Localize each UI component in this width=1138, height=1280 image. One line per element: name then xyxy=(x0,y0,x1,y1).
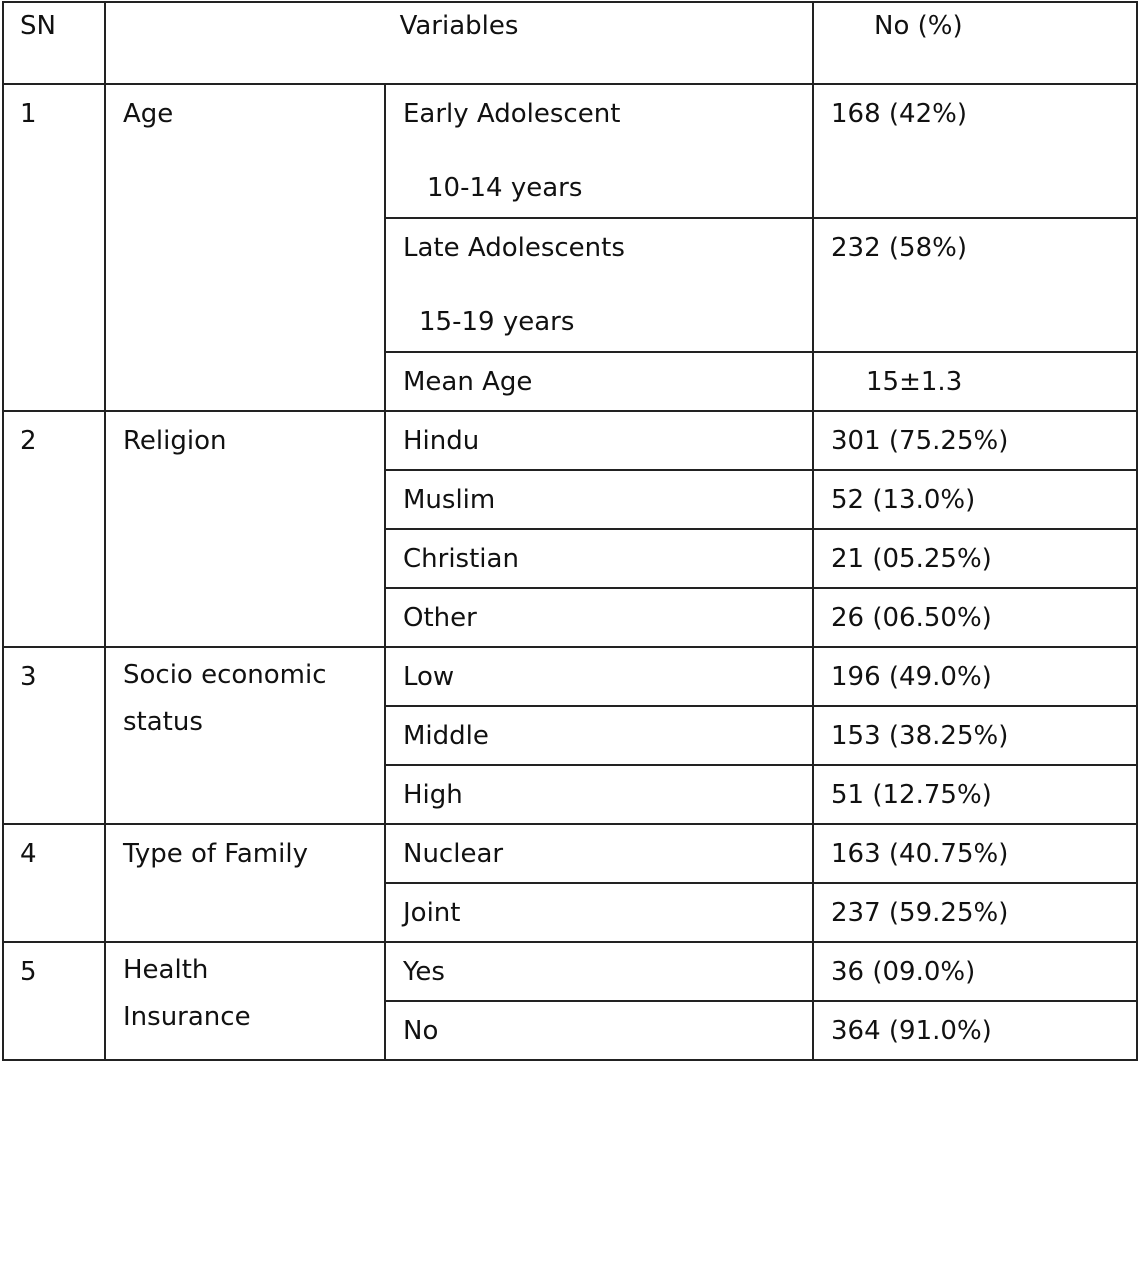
row-category: Mean Age xyxy=(385,352,813,411)
header-variables: Variables xyxy=(105,2,813,84)
row-variable xyxy=(105,647,385,824)
category-sublabel: 10-14 years xyxy=(427,173,583,203)
row-value: 52 (13.0%) xyxy=(813,470,1137,529)
row-value: 15±1.3 xyxy=(813,352,1137,411)
variable-line: Insurance xyxy=(123,1002,251,1032)
table-row xyxy=(3,647,1137,706)
demographics-table xyxy=(2,1,1138,1061)
row-value: 364 (91.0%) xyxy=(813,1001,1137,1060)
row-category xyxy=(385,218,813,352)
row-variable: Type of Family xyxy=(105,824,385,942)
row-variable xyxy=(105,942,385,1060)
category-sublabel: 15-19 years xyxy=(419,307,575,337)
row-variable: Age xyxy=(105,84,385,411)
row-value: 237 (59.25%) xyxy=(813,883,1137,942)
row-sn: 2 xyxy=(3,411,105,647)
row-value: 196 (49.0%) xyxy=(813,647,1137,706)
row-sn: 4 xyxy=(3,824,105,942)
row-value: 21 (05.25%) xyxy=(813,529,1137,588)
variable-line: Socio economic xyxy=(123,660,327,690)
row-category xyxy=(385,84,813,218)
row-category: Low xyxy=(385,647,813,706)
row-value: 301 (75.25%) xyxy=(813,411,1137,470)
row-variable: Religion xyxy=(105,411,385,647)
row-category: Other xyxy=(385,588,813,647)
row-category: Yes xyxy=(385,942,813,1001)
row-value: 26 (06.50%) xyxy=(813,588,1137,647)
variable-line: status xyxy=(123,707,203,737)
row-category: Nuclear xyxy=(385,824,813,883)
table-row xyxy=(3,942,1137,1001)
variable-line: Health xyxy=(123,955,209,985)
row-value: 163 (40.75%) xyxy=(813,824,1137,883)
row-category: Hindu xyxy=(385,411,813,470)
header-no-percent: No (%) xyxy=(813,2,1137,84)
row-category: Christian xyxy=(385,529,813,588)
row-category: Middle xyxy=(385,706,813,765)
row-category: Joint xyxy=(385,883,813,942)
header-row xyxy=(3,2,1137,84)
row-category: High xyxy=(385,765,813,824)
row-value: 153 (38.25%) xyxy=(813,706,1137,765)
row-value: 51 (12.75%) xyxy=(813,765,1137,824)
row-value: 168 (42%) xyxy=(813,84,1137,218)
category-label: Late Adolescents xyxy=(403,233,625,263)
header-sn: SN xyxy=(3,2,105,84)
row-value: 36 (09.0%) xyxy=(813,942,1137,1001)
table-row xyxy=(3,411,1137,470)
table-row xyxy=(3,84,1137,218)
row-sn: 5 xyxy=(3,942,105,1060)
row-category: No xyxy=(385,1001,813,1060)
category-label: Early Adolescent xyxy=(403,99,621,129)
row-sn: 1 xyxy=(3,84,105,411)
row-sn: 3 xyxy=(3,647,105,824)
table-row xyxy=(3,824,1137,883)
row-value: 232 (58%) xyxy=(813,218,1137,352)
row-category: Muslim xyxy=(385,470,813,529)
